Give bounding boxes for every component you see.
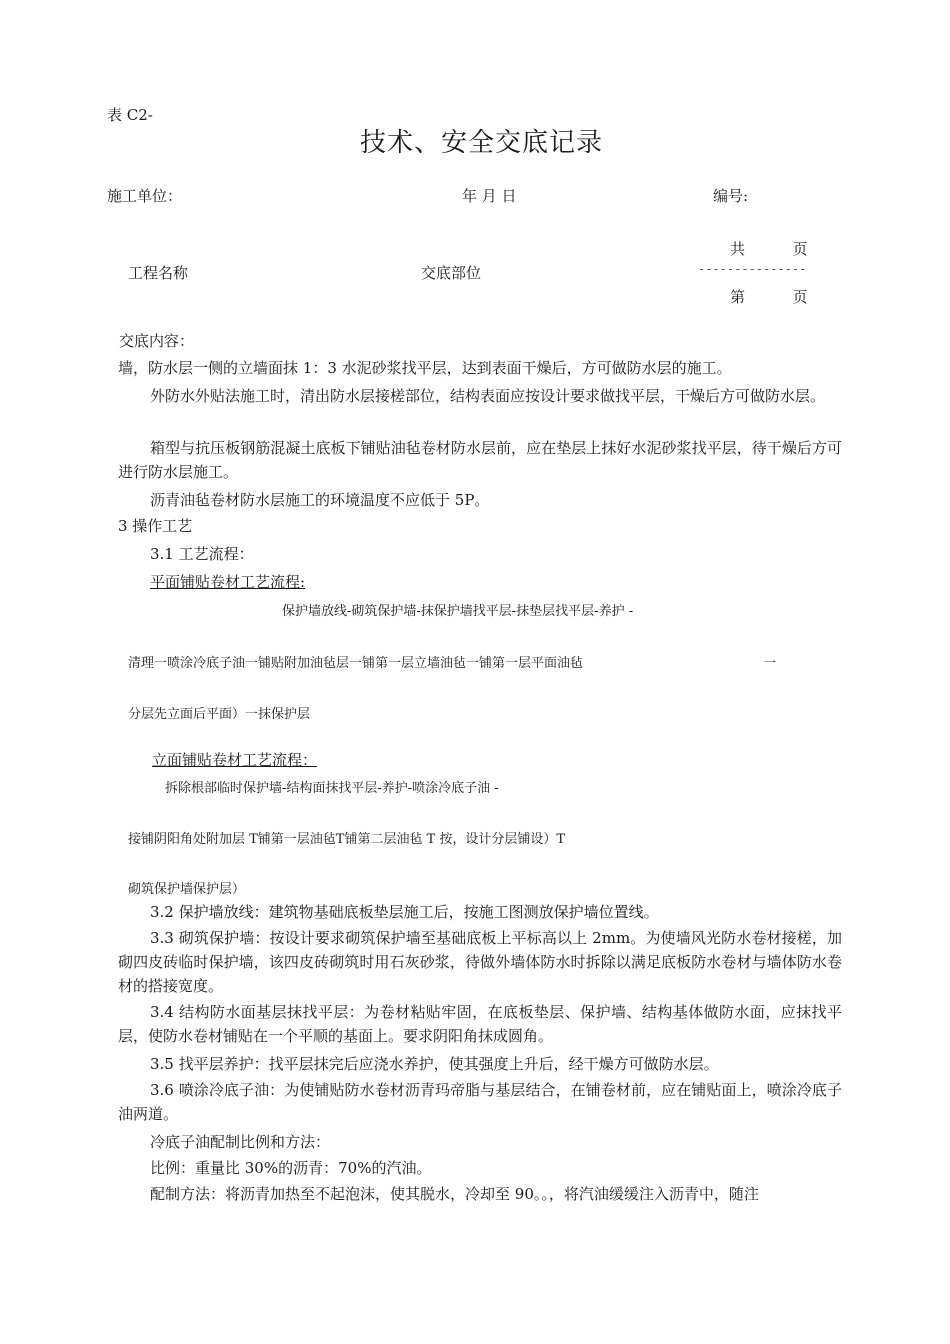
paragraph-wall-plaster: 墙，防水层一侧的立墙面抹 1：3 水泥砂浆找平层，达到表面干燥后，方可做防水层的施工。 [118,359,732,377]
section-3-2: 3.2 保护墙放线：建筑物基础底板垫层施工后，按施工图测放保护墙位置线。 [150,903,659,921]
flow-horizontal-title: 平面铺贴卷材工艺流程: [150,573,306,591]
mix-ratio: 比例：重量比 30%的沥青：70%的汽油。 [150,1159,432,1177]
mix-method: 配制方法：将沥青加热至不起泡沫，使其脱水，冷却至 90。。，将汽油缓缓注入沥青中，随注 [150,1185,759,1203]
construction-unit-label: 施工单位： [107,187,183,205]
section-3-6: 3.6 喷涂冷底子油：为使铺贴防水卷材沥青玛帝脂与基层结合，在铺卷材前，应在铺贴面上，喷涂冷底子油两道。 [118,1081,842,1123]
section-3-4: 3.4 结构防水面基层抹找平层：为卷材粘贴牢固，在底板垫层、保护墙、结构基体做防水面，应抹找平层，使防水卷材铺贴在一个平顺的基面上。要求阴阳角抹成圆角。 [118,1003,842,1045]
total-pages-label: 共 页 [730,240,808,258]
paragraph-temperature: 沥青油毡卷材防水层施工的环境温度不应低于 5P。 [150,491,490,509]
paragraph-external-method: 外防水外贴法施工时，清出防水层接槎部位，结构表面应按设计要求做找平层，干燥后方可做防水层。 [150,387,826,405]
project-name-label: 工程名称 [128,264,189,282]
section-3-1-heading: 3.1 工艺流程： [150,545,254,563]
date-label: 年 月 日 [462,187,517,205]
number-label: 编号: [713,187,749,205]
mix-heading: 冷底子油配制比例和方法： [150,1133,331,1151]
content-label: 交底内容： [119,332,195,350]
flow-vertical-title: 立面铺贴卷材工艺流程： [152,751,318,769]
page-number-label: 第 页 [730,288,808,306]
section-3-5: 3.5 找平层养护：找平层抹完后应浇水养护，使其强度上升后，经干燥方可做防水层。 [150,1055,719,1073]
document-title: 技术、安全交底记录 [360,128,604,158]
flow-horizontal-line-2: 清理一喷涂冷底子油一铺贴附加油毡层一铺第一层立墙油毡一铺第一层平面油毡 [128,656,584,671]
disclosure-part-label: 交底部位 [421,264,482,282]
flow-horizontal-line-1: 保护墙放线-砌筑保护墙-抹保护墙找平层-抹垫层找平层-养护 - [282,604,634,619]
flow-horizontal-line-2-arrow: 一 [763,656,777,671]
section-3-3: 3.3 砌筑保护墙：按设计要求砌筑保护墙至基础底板上平标高以上 2mm。为使墙风光防水卷材接槎，加砌四皮砖临时保护墙，该四皮砖砌筑时用石灰砂浆，待做外墙体防水时拆除以满足底板防水卷材与墙体防水卷材的搭接宽度。 [118,929,842,995]
form-number: 表 C2- [107,106,153,124]
flow-vertical-line-1: 拆除根部临时保护墙-结构面抹找平层-养护-喷涂冷底子油 - [165,781,499,796]
paragraph-box-foundation: 箱型与抗压板钢筋混凝土底板下铺贴油毡卷材防水层前，应在垫层上抹好水泥砂浆找平层，待干燥后方可进行防水层施工。 [118,439,842,481]
flow-horizontal-line-3: 分层先立面后平面）一抹保护层 [128,707,311,722]
flow-vertical-line-3: 砌筑保护墙保护层） [128,882,246,897]
section-3-heading: 3 操作工艺 [118,517,193,535]
flow-vertical-line-2: 接铺阴阳角处附加层 T铺第一层油毡T铺第二层油毡 T 按，设计分层铺设）T [128,832,566,847]
page-divider: --------------- [698,262,807,276]
